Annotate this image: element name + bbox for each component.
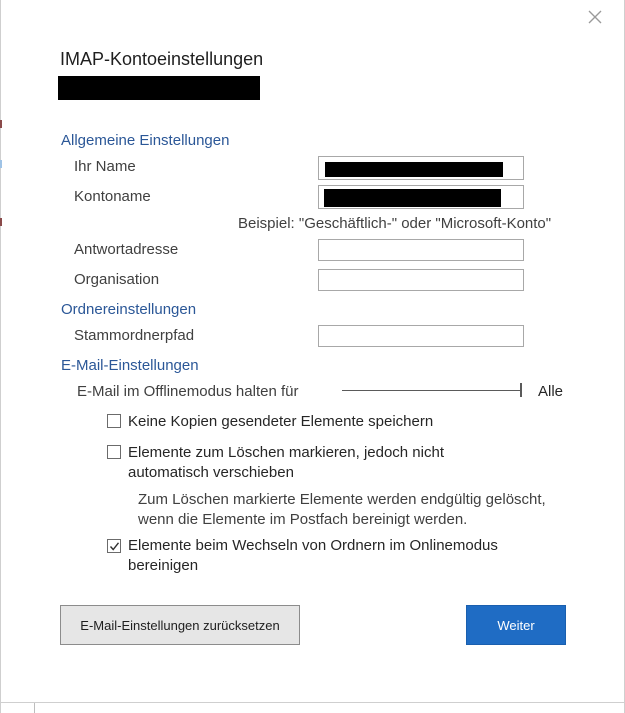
reset-mail-settings-button[interactable]: E-Mail-Einstellungen zurücksetzen bbox=[60, 605, 300, 645]
background-window-mark bbox=[34, 703, 35, 713]
redacted-email-address bbox=[58, 76, 260, 100]
purge-on-switch-label: Elemente beim Wechseln von Ordnern im Onlinemodus bereinigen bbox=[128, 537, 498, 574]
window-border-bottom bbox=[0, 702, 625, 703]
root-folder-path-field[interactable] bbox=[318, 325, 524, 347]
reply-address-field[interactable] bbox=[318, 239, 524, 261]
account-name-example: Beispiel: "Geschäftlich-" oder "Microsoft-Konto" bbox=[238, 215, 552, 232]
checkmark-icon bbox=[109, 541, 120, 552]
mark-for-deletion-checkbox[interactable] bbox=[107, 445, 121, 459]
window-border-left bbox=[0, 0, 1, 713]
offline-mail-value: Alle bbox=[538, 383, 564, 400]
offline-mail-label: E-Mail im Offlinemodus halten für bbox=[77, 383, 299, 400]
offline-mail-slider-thumb[interactable] bbox=[520, 383, 522, 397]
background-window-mark bbox=[0, 160, 2, 168]
section-heading-mail: E-Mail-Einstellungen bbox=[61, 357, 199, 374]
background-window-mark bbox=[0, 218, 2, 226]
mark-for-deletion-label: Elemente zum Löschen markieren, jedoch nicht automatisch verschieben bbox=[128, 444, 444, 481]
offline-mail-slider-track[interactable] bbox=[342, 390, 522, 391]
organization-field[interactable] bbox=[318, 269, 524, 291]
section-heading-folders: Ordnereinstellungen bbox=[61, 301, 197, 318]
account-name-label: Kontoname bbox=[74, 188, 151, 205]
deletion-note: Zum Löschen markierte Elemente werden endgültig gelöscht, wenn die Elemente im Postfach bereinigt werden. bbox=[138, 491, 546, 528]
next-button[interactable]: Weiter bbox=[466, 605, 566, 645]
dialog-title: IMAP-Kontoeinstellungen bbox=[60, 49, 264, 69]
redacted-account-name bbox=[324, 189, 501, 207]
organization-label: Organisation bbox=[74, 271, 160, 288]
root-folder-path-label: Stammordnerpfad bbox=[74, 327, 195, 344]
no-sent-copies-checkbox[interactable] bbox=[107, 414, 121, 428]
close-button[interactable] bbox=[586, 8, 604, 26]
your-name-label: Ihr Name bbox=[74, 158, 136, 175]
your-name-field[interactable] bbox=[318, 156, 524, 180]
no-sent-copies-label: Keine Kopien gesendeter Elemente speichern bbox=[128, 413, 434, 430]
background-window-mark bbox=[0, 120, 2, 128]
section-heading-general: Allgemeine Einstellungen bbox=[61, 132, 230, 149]
reply-address-label: Antwortadresse bbox=[74, 241, 179, 258]
purge-on-switch-checkbox[interactable] bbox=[107, 539, 121, 553]
close-icon bbox=[586, 8, 604, 26]
account-name-field[interactable] bbox=[318, 185, 524, 209]
redacted-name bbox=[325, 162, 503, 177]
